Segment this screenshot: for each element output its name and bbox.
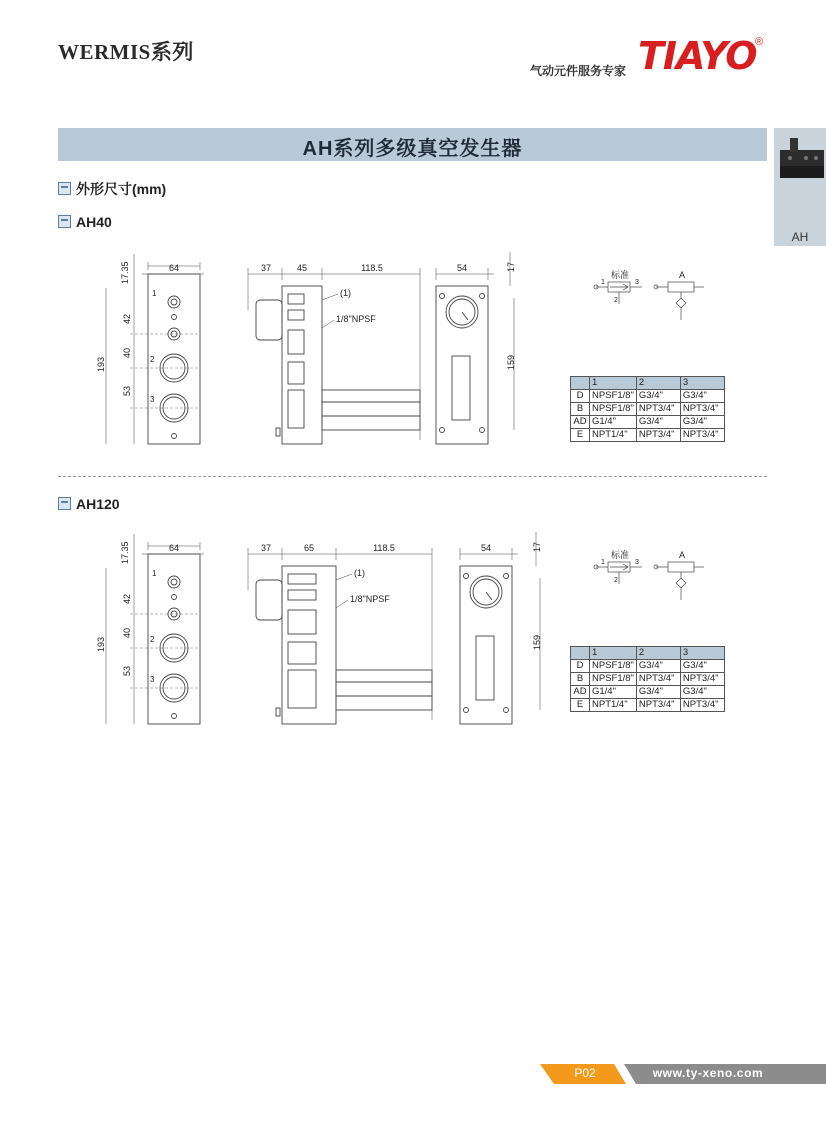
symbol-label-a: A — [678, 550, 686, 560]
table-cell: NPT3/4" — [680, 699, 724, 712]
dim-back-top: 17 — [532, 541, 542, 552]
dim-front-d2: 40 — [122, 347, 132, 358]
side-callout-1: (1) — [354, 568, 365, 578]
dim-side-d2: 65 — [303, 543, 315, 553]
front-view — [96, 534, 204, 724]
dim-side-d3: 118.5 — [373, 543, 395, 553]
side-tab[interactable] — [774, 128, 826, 246]
table-row — [571, 429, 725, 442]
port-label-2: 2 — [150, 635, 155, 644]
section-divider — [58, 476, 767, 477]
circuit-symbols — [594, 269, 704, 320]
back-view — [460, 532, 542, 724]
dim-back-height: 159 — [506, 354, 516, 370]
port-label-3: 3 — [150, 395, 155, 404]
side-view — [248, 543, 432, 724]
section-bullet-icon — [58, 215, 71, 228]
table-row — [571, 403, 725, 416]
table-row — [571, 416, 725, 429]
table-row — [571, 686, 725, 699]
section-bullet-icon — [58, 497, 71, 510]
back-view — [436, 252, 516, 444]
side-callout-1: (1) — [340, 288, 351, 298]
table-cell: G3/4" — [680, 416, 724, 429]
product-thumbnail-icon — [774, 128, 826, 228]
dim-front-d3: 53 — [122, 665, 132, 676]
front-view — [96, 254, 204, 444]
dim-front-d3: 53 — [122, 385, 132, 396]
registered-mark: ® — [755, 36, 764, 48]
dim-back-width: 54 — [456, 263, 468, 273]
table-header-cell: 1 — [590, 377, 637, 390]
port-table-ah120 — [570, 646, 725, 712]
table-cell: G3/4" — [680, 660, 724, 673]
table-header-cell: 3 — [680, 377, 724, 390]
website-link[interactable]: www.ty-xeno.com — [652, 1066, 764, 1080]
dim-front-d1: 42 — [122, 313, 132, 324]
symbol-port-2: 2 — [614, 297, 618, 304]
table-cell: NPT1/4" — [590, 699, 637, 712]
table-cell: G3/4" — [680, 686, 724, 699]
table-cell: G1/4" — [590, 416, 637, 429]
table-header-cell — [571, 377, 590, 390]
table-cell: D — [571, 390, 590, 403]
dim-front-d1: 42 — [122, 593, 132, 604]
side-callout-2: 1/8"NPSF — [336, 314, 376, 324]
dim-side-d1: 37 — [260, 263, 272, 273]
brand-tagline: 气动元件服务专家 — [530, 64, 627, 78]
table-row — [571, 660, 725, 673]
symbol-label-standard: 标准 — [610, 550, 630, 560]
dim-side-d2: 45 — [296, 263, 308, 273]
dim-front-width: 64 — [168, 543, 180, 553]
port-label-3: 3 — [150, 675, 155, 684]
table-header-cell: 3 — [680, 647, 724, 660]
side-view — [248, 263, 420, 444]
table-row — [571, 390, 725, 403]
side-tab-label: AH — [791, 230, 809, 244]
table-cell: E — [571, 699, 590, 712]
table-header-cell: 2 — [636, 647, 680, 660]
symbol-port-3: 3 — [635, 559, 639, 566]
table-cell: D — [571, 660, 590, 673]
table-cell: NPT3/4" — [636, 699, 680, 712]
table-header-cell: 1 — [590, 647, 637, 660]
page-number: P02 — [574, 1066, 596, 1080]
table-row — [571, 673, 725, 686]
table-cell: AD — [571, 686, 590, 699]
table-cell: NPT3/4" — [636, 403, 680, 416]
model-heading-ah40 — [58, 214, 112, 230]
table-cell: B — [571, 673, 590, 686]
dim-back-top: 17 — [506, 261, 516, 272]
model-heading-ah120 — [58, 496, 120, 512]
table-header-cell — [571, 647, 590, 660]
table-cell: NPT3/4" — [680, 403, 724, 416]
section-dimensions-heading — [58, 179, 166, 199]
table-row — [571, 699, 725, 712]
side-callout-2: 1/8"NPSF — [350, 594, 390, 604]
symbol-label-a: A — [678, 270, 686, 280]
symbol-port-1: 1 — [601, 559, 605, 566]
dim-front-d2: 40 — [122, 627, 132, 638]
table-cell: AD — [571, 416, 590, 429]
dim-side-d3: 118.5 — [361, 263, 383, 273]
dim-front-top: 17.35 — [120, 261, 130, 284]
series-title: WERMIS系列 — [58, 40, 194, 64]
symbol-port-2: 2 — [614, 577, 618, 584]
symbol-port-1: 1 — [601, 279, 605, 286]
table-cell: NPT3/4" — [636, 673, 680, 686]
dim-front-total: 193 — [96, 356, 106, 372]
table-cell: G3/4" — [636, 686, 680, 699]
brand-logo: TIAYO — [638, 34, 757, 78]
table-cell: G1/4" — [590, 686, 637, 699]
dim-front-width: 64 — [168, 263, 180, 273]
model-name: AH40 — [76, 214, 112, 230]
table-header-row — [571, 377, 725, 390]
table-header-row — [571, 647, 725, 660]
table-cell: NPSF1/8" — [590, 673, 637, 686]
table-cell: E — [571, 429, 590, 442]
section-dimensions-label: 外形尺寸(mm) — [76, 181, 167, 197]
port-label-2: 2 — [150, 355, 155, 364]
symbol-label-standard: 标准 — [610, 270, 630, 280]
port-label-1: 1 — [152, 289, 157, 298]
model-name: AH120 — [76, 496, 120, 512]
table-cell: NPSF1/8" — [590, 660, 637, 673]
table-cell: NPT3/4" — [680, 429, 724, 442]
dim-side-d1: 37 — [260, 543, 272, 553]
dim-front-total: 193 — [96, 636, 106, 652]
dim-back-height: 159 — [532, 634, 542, 650]
dim-back-width: 54 — [480, 543, 492, 553]
table-cell: G3/4" — [636, 390, 680, 403]
table-cell: NPSF1/8" — [590, 403, 637, 416]
section-bullet-icon — [58, 182, 71, 195]
page-title: AH系列多级真空发生器 — [302, 138, 523, 160]
table-cell: G3/4" — [636, 660, 680, 673]
table-cell: G3/4" — [680, 390, 724, 403]
table-header-cell: 2 — [636, 377, 680, 390]
table-cell: NPT1/4" — [590, 429, 637, 442]
circuit-symbols — [594, 549, 704, 600]
table-cell: NPSF1/8" — [590, 390, 637, 403]
port-label-1: 1 — [152, 569, 157, 578]
table-cell: B — [571, 403, 590, 416]
symbol-port-3: 3 — [635, 279, 639, 286]
dim-front-top: 17.35 — [120, 541, 130, 564]
table-cell: NPT3/4" — [636, 429, 680, 442]
table-cell: NPT3/4" — [680, 673, 724, 686]
table-cell: G3/4" — [636, 416, 680, 429]
port-table-ah40 — [570, 376, 725, 442]
